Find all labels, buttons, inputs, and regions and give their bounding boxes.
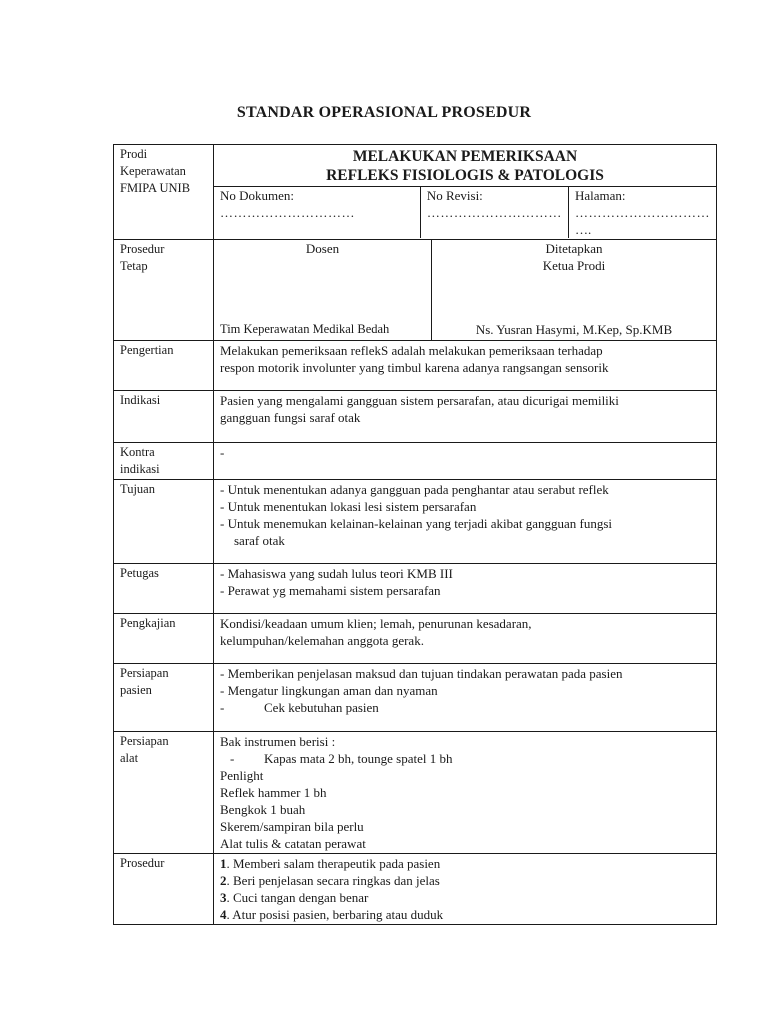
- row-label-line: pasien: [120, 683, 152, 697]
- row-label-line: Kontra: [120, 445, 155, 459]
- page-field: [569, 187, 716, 238]
- row-label: Prosedur: [114, 854, 214, 925]
- list-item: [220, 699, 710, 716]
- approver-heading-1: Ditetapkan: [545, 241, 603, 256]
- row-label: [114, 443, 214, 480]
- list-item: Bengkok 1 buah: [220, 802, 306, 817]
- row-content: [214, 341, 717, 391]
- row-persiapan-pasien: [114, 664, 717, 732]
- procedure-title-line-2: REFLEKS FISIOLOGIS & PATOLOGIS: [326, 167, 604, 184]
- list-item: Bak instrumen berisi :: [220, 734, 336, 749]
- org-line: Prodi: [120, 147, 148, 161]
- author-block: [214, 240, 432, 340]
- list-item: - Untuk menentukan adanya gangguan pada penghantar atau serabut reflek: [220, 482, 609, 497]
- list-item: Alat tulis & catatan perawat: [220, 836, 366, 851]
- row-content: [214, 480, 717, 564]
- signature-cell: [214, 240, 717, 341]
- row-persiapan-alat: [114, 732, 717, 854]
- header-row: [114, 145, 717, 187]
- text-line: Melakukan pemeriksaan reflekS adalah melakukan pemeriksaan terhadap: [220, 343, 603, 358]
- row-kontra-indikasi: [114, 443, 717, 480]
- revision-field: [421, 187, 569, 238]
- text-line: gangguan fungsi saraf otak: [220, 410, 361, 425]
- list-item-text: Cek kebutuhan pasien: [264, 700, 379, 715]
- list-item: - Perawat yg memahami sistem persarafan: [220, 583, 441, 598]
- list-item: - Mengatur lingkungan aman dan nyaman: [220, 683, 438, 698]
- page-title: STANDAR OPERASIONAL PROSEDUR: [236, 104, 532, 121]
- doc-number-field: [214, 187, 421, 238]
- row-content: [214, 664, 717, 732]
- row-content: [214, 732, 717, 854]
- list-item: saraf otak: [234, 533, 285, 548]
- procedure-step: [220, 872, 710, 889]
- org-cell: [114, 145, 214, 240]
- list-bullet: -: [220, 700, 225, 715]
- author-name: Tim Keperawatan Medikal Bedah: [220, 322, 390, 336]
- row-pengkajian: [114, 614, 717, 664]
- row-label-line: Persiapan: [120, 734, 169, 748]
- org-line: FMIPA UNIB: [120, 181, 191, 195]
- sop-table: [113, 144, 717, 925]
- meta-cell: [214, 187, 717, 240]
- signature-label: [114, 240, 214, 341]
- row-content: [214, 854, 717, 925]
- text-line: respon motorik involunter yang timbul karena adanya rangsangan sensorik: [220, 360, 609, 375]
- page-value-cont: ….: [575, 222, 592, 237]
- procedure-title: [214, 145, 717, 187]
- doc-number-label: No Dokumen:: [220, 188, 295, 203]
- list-item: - Untuk menentukan lokasi lesi sistem persarafan: [220, 499, 477, 514]
- signature-label-line: Tetap: [120, 259, 148, 273]
- row-petugas: [114, 564, 717, 614]
- row-prosedur: [114, 854, 717, 925]
- list-item-text: Kapas mata 2 bh, tounge spatel 1 bh: [264, 751, 453, 766]
- approver-name: Ns. Yusran Hasymi, M.Kep, Sp.KMB: [475, 322, 673, 337]
- author-heading: Dosen: [305, 241, 340, 256]
- text-line: Kondisi/keadaan umum klien; lemah, penurunan kesadaran,: [220, 616, 532, 631]
- row-label-line: alat: [120, 751, 139, 765]
- row-label: Indikasi: [114, 391, 214, 443]
- step-number: 4: [220, 907, 227, 922]
- doc-number-value: …………………………: [220, 205, 355, 220]
- list-item: - Untuk menemukan kelainan-kelainan yang terjadi akibat gangguan fungsi: [220, 516, 613, 531]
- list-item: Skerem/sampiran bila perlu: [220, 819, 364, 834]
- procedure-step: [220, 855, 710, 872]
- row-label-line: Persiapan: [120, 666, 169, 680]
- row-label: Pengkajian: [114, 614, 214, 664]
- text-line: kelumpuhan/kelemahan anggota gerak.: [220, 633, 424, 648]
- row-label: [114, 664, 214, 732]
- approver-heading-2: Ketua Prodi: [542, 258, 606, 273]
- page-label: Halaman:: [575, 188, 626, 203]
- org-line: Keperawatan: [120, 164, 186, 178]
- row-label: Tujuan: [114, 480, 214, 564]
- list-item: - Mahasiswa yang sudah lulus teori KMB III: [220, 566, 453, 581]
- signature-row: [114, 240, 717, 341]
- text-line: Pasien yang mengalami gangguan sistem persarafan, atau dicurigai memiliki: [220, 393, 619, 408]
- row-content: [214, 564, 717, 614]
- list-item: [220, 750, 710, 767]
- approver-block: [432, 240, 716, 340]
- row-indikasi: [114, 391, 717, 443]
- signature-label-line: Prosedur: [120, 242, 165, 256]
- step-text: . Beri penjelasan secara ringkas dan jelas: [226, 873, 440, 888]
- row-label: [114, 732, 214, 854]
- procedure-step: [220, 889, 710, 906]
- step-text: . Memberi salam therapeutik pada pasien: [226, 856, 441, 871]
- row-content: [214, 391, 717, 443]
- step-text: . Atur posisi pasien, berbaring atau duduk: [226, 907, 444, 922]
- row-pengertian: [114, 341, 717, 391]
- row-label-line: indikasi: [120, 462, 160, 476]
- revision-label: No Revisi:: [426, 188, 483, 203]
- step-text: . Cuci tangan dengan benar: [226, 890, 369, 905]
- list-item: - Memberikan penjelasan maksud dan tujuan tindakan perawatan pada pasien: [220, 666, 623, 681]
- procedure-title-line-1: MELAKUKAN PEMERIKSAAN: [352, 148, 578, 165]
- step-number: 2: [220, 873, 227, 888]
- row-tujuan: [114, 480, 717, 564]
- revision-value: …………………………: [426, 205, 562, 220]
- list-item: Reflek hammer 1 bh: [220, 785, 327, 800]
- row-content: [214, 614, 717, 664]
- step-number: 3: [220, 890, 227, 905]
- row-label: Petugas: [114, 564, 214, 614]
- page-value: …………………………: [575, 205, 710, 220]
- row-content: -: [214, 443, 717, 480]
- step-number: 1: [220, 856, 227, 871]
- row-label: Pengertian: [114, 341, 214, 391]
- list-item: Penlight: [220, 768, 264, 783]
- list-bullet: -: [230, 751, 235, 766]
- procedure-step: [220, 906, 710, 923]
